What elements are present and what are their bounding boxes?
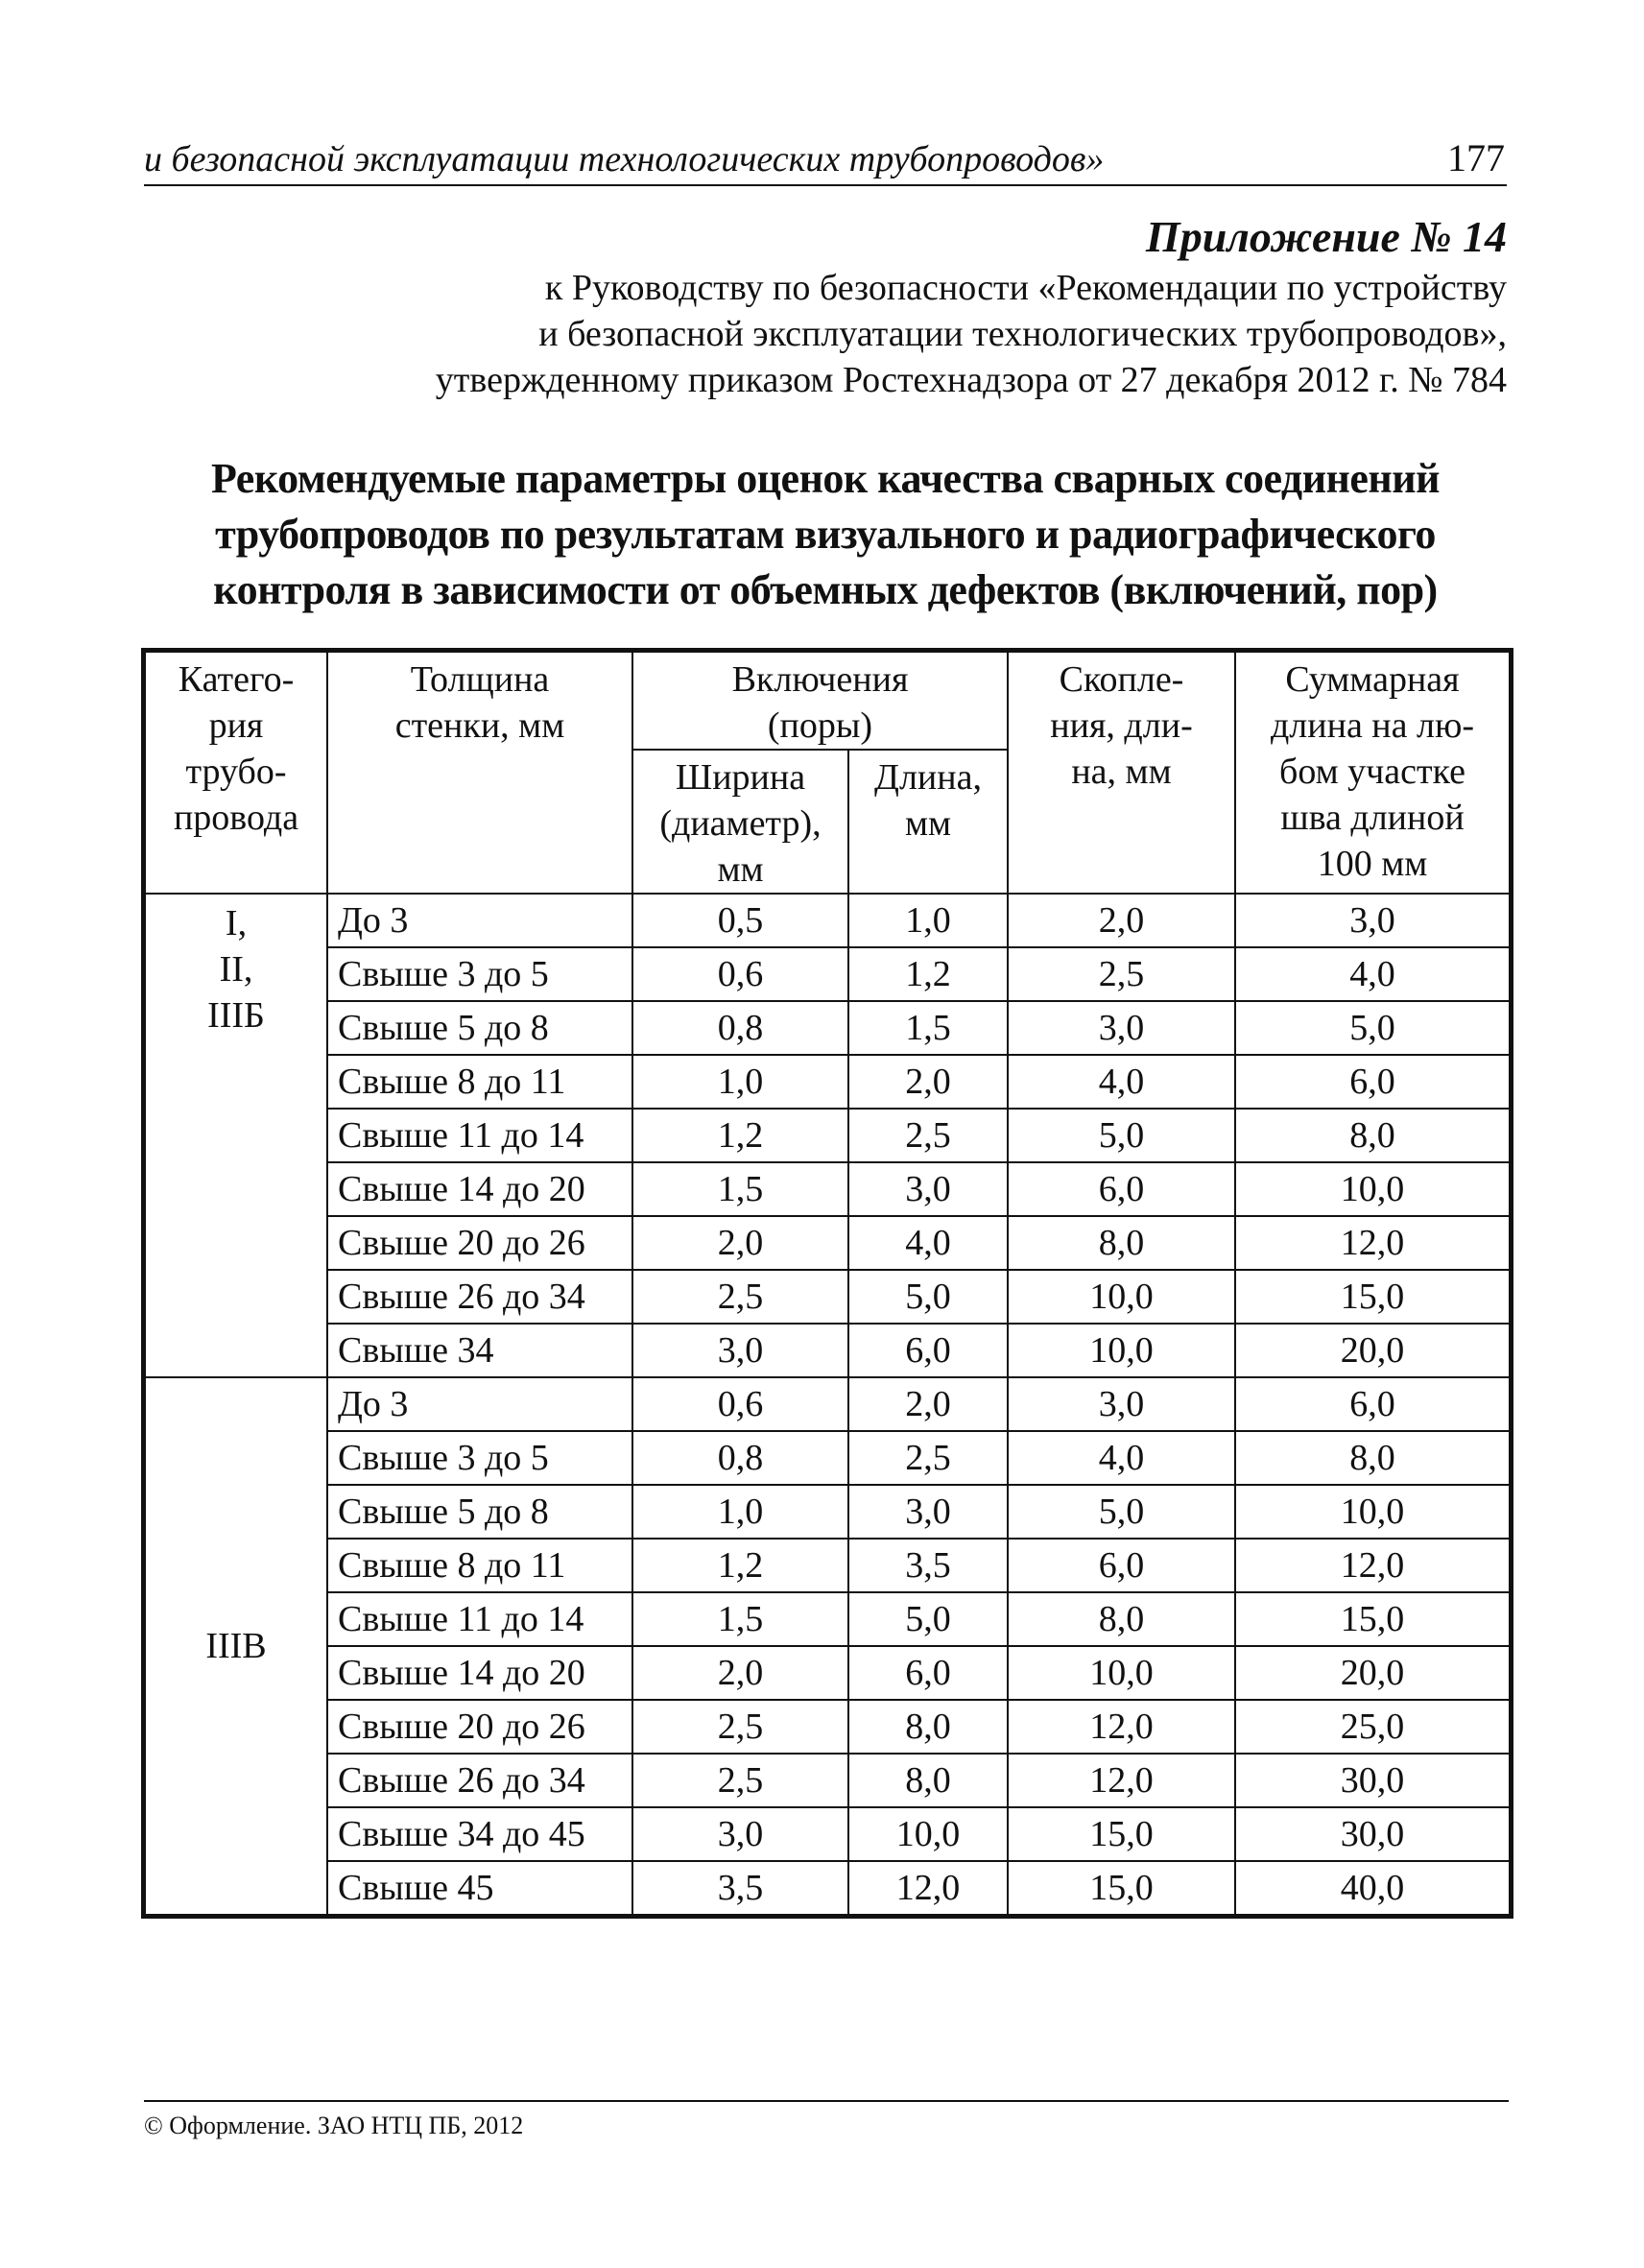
width-cell: 0,6	[632, 1377, 848, 1431]
thickness-cell: Свыше 14 до 20	[327, 1646, 632, 1700]
cluster-cell: 15,0	[1008, 1861, 1235, 1915]
length-cell: 2,0	[848, 1055, 1008, 1109]
thickness-cell: Свыше 20 до 26	[327, 1700, 632, 1754]
table-row	[145, 1861, 1510, 1915]
appendix-block	[436, 209, 1507, 403]
length-cell: 6,0	[848, 1324, 1008, 1377]
header-inclusions: Включения (поры)	[632, 652, 1008, 750]
category-cell: I, II, IIIБ	[145, 894, 327, 1377]
width-cell: 1,5	[632, 1162, 848, 1216]
total-cell: 30,0	[1235, 1807, 1510, 1861]
table-row	[145, 1001, 1510, 1055]
length-cell: 8,0	[848, 1700, 1008, 1754]
header-total-length: Суммарная длина на лю- бом участке шва длиной 100 мм	[1235, 652, 1510, 894]
total-cell: 8,0	[1235, 1431, 1510, 1485]
total-cell: 3,0	[1235, 894, 1510, 947]
length-cell: 2,5	[848, 1109, 1008, 1162]
width-cell: 2,0	[632, 1646, 848, 1700]
length-cell: 12,0	[848, 1861, 1008, 1915]
width-cell: 2,5	[632, 1270, 848, 1324]
length-cell: 2,0	[848, 1377, 1008, 1431]
thickness-cell: Свыше 3 до 5	[327, 1431, 632, 1485]
width-cell: 2,0	[632, 1216, 848, 1270]
total-cell: 30,0	[1235, 1754, 1510, 1807]
table-body	[145, 894, 1510, 1915]
cluster-cell: 10,0	[1008, 1324, 1235, 1377]
appendix-label: Приложение № 14	[1145, 212, 1507, 261]
title-line: трубопроводов по результатам визуального и радиографического	[215, 511, 1436, 558]
total-cell: 12,0	[1235, 1539, 1510, 1592]
total-cell: 20,0	[1235, 1646, 1510, 1700]
cluster-cell: 2,0	[1008, 894, 1235, 947]
header-category: Катего- рия трубо- провода	[145, 652, 327, 894]
total-cell: 10,0	[1235, 1485, 1510, 1539]
running-title: и безопасной эксплуатации технологических трубопроводов»	[144, 139, 1105, 179]
table-row	[145, 1109, 1510, 1162]
length-cell: 3,5	[848, 1539, 1008, 1592]
thickness-cell: Свыше 20 до 26	[327, 1216, 632, 1270]
cluster-cell: 5,0	[1008, 1485, 1235, 1539]
table-row	[145, 1431, 1510, 1485]
table-row	[145, 1539, 1510, 1592]
header-thickness: Толщина стенки, мм	[327, 652, 632, 894]
header-length: Длина, мм	[848, 750, 1008, 894]
cluster-cell: 12,0	[1008, 1700, 1235, 1754]
table-row	[145, 1377, 1510, 1431]
width-cell: 2,5	[632, 1754, 848, 1807]
header-cluster-length: Скопле- ния, дли- на, мм	[1008, 652, 1235, 894]
cluster-cell: 12,0	[1008, 1754, 1235, 1807]
page-number: 177	[1447, 136, 1505, 179]
cluster-cell: 3,0	[1008, 1377, 1235, 1431]
total-cell: 6,0	[1235, 1055, 1510, 1109]
width-cell: 2,5	[632, 1700, 848, 1754]
total-cell: 15,0	[1235, 1592, 1510, 1646]
cluster-cell: 15,0	[1008, 1807, 1235, 1861]
width-cell: 0,8	[632, 1431, 848, 1485]
width-cell: 1,0	[632, 1055, 848, 1109]
length-cell: 1,5	[848, 1001, 1008, 1055]
thickness-cell: Свыше 26 до 34	[327, 1270, 632, 1324]
cluster-cell: 4,0	[1008, 1055, 1235, 1109]
cluster-cell: 8,0	[1008, 1216, 1235, 1270]
width-cell: 3,0	[632, 1807, 848, 1861]
total-cell: 15,0	[1235, 1270, 1510, 1324]
total-cell: 40,0	[1235, 1861, 1510, 1915]
thickness-cell: Свыше 34	[327, 1324, 632, 1377]
thickness-cell: Свыше 3 до 5	[327, 947, 632, 1001]
length-cell: 3,0	[848, 1162, 1008, 1216]
length-cell: 2,5	[848, 1431, 1008, 1485]
thickness-cell: Свыше 26 до 34	[327, 1754, 632, 1807]
width-cell: 0,8	[632, 1001, 848, 1055]
length-cell: 5,0	[848, 1270, 1008, 1324]
total-cell: 4,0	[1235, 947, 1510, 1001]
table-row	[145, 1807, 1510, 1861]
table-row	[145, 1324, 1510, 1377]
total-cell: 20,0	[1235, 1324, 1510, 1377]
appendix-line: утвержденному приказом Ростехнадзора от 27 декабря 2012 г. № 784	[435, 360, 1507, 400]
thickness-cell: Свыше 34 до 45	[327, 1807, 632, 1861]
thickness-cell: Свыше 8 до 11	[327, 1055, 632, 1109]
table-row	[145, 1270, 1510, 1324]
appendix-line: к Руководству по безопасности «Рекомендации по устройству	[544, 268, 1507, 308]
thickness-cell: До 3	[327, 1377, 632, 1431]
thickness-cell: Свыше 14 до 20	[327, 1162, 632, 1216]
cluster-cell: 2,5	[1008, 947, 1235, 1001]
total-cell: 12,0	[1235, 1216, 1510, 1270]
cluster-cell: 5,0	[1008, 1109, 1235, 1162]
cluster-cell: 10,0	[1008, 1646, 1235, 1700]
length-cell: 8,0	[848, 1754, 1008, 1807]
running-header	[144, 134, 1507, 186]
width-cell: 0,5	[632, 894, 848, 947]
thickness-cell: Свыше 11 до 14	[327, 1109, 632, 1162]
thickness-cell: До 3	[327, 894, 632, 947]
total-cell: 6,0	[1235, 1377, 1510, 1431]
total-cell: 25,0	[1235, 1700, 1510, 1754]
width-cell: 1,5	[632, 1592, 848, 1646]
title-line: Рекомендуемые параметры оценок качества сварных соединений	[211, 455, 1440, 502]
width-cell: 3,0	[632, 1324, 848, 1377]
table-row	[145, 1592, 1510, 1646]
category-cell: IIIВ	[145, 1377, 327, 1915]
cluster-cell: 6,0	[1008, 1539, 1235, 1592]
length-cell: 5,0	[848, 1592, 1008, 1646]
total-cell: 8,0	[1235, 1109, 1510, 1162]
table-row	[145, 947, 1510, 1001]
width-cell: 1,0	[632, 1485, 848, 1539]
appendix-line: и безопасной эксплуатации технологических трубопроводов»,	[538, 314, 1507, 354]
cluster-cell: 4,0	[1008, 1431, 1235, 1485]
cluster-cell: 10,0	[1008, 1270, 1235, 1324]
thickness-cell: Свыше 8 до 11	[327, 1539, 632, 1592]
table-row	[145, 1646, 1510, 1700]
footer-copyright: © Оформление. ЗАО НТЦ ПБ, 2012	[144, 2112, 524, 2139]
length-cell: 4,0	[848, 1216, 1008, 1270]
length-cell: 1,2	[848, 947, 1008, 1001]
cluster-cell: 8,0	[1008, 1592, 1235, 1646]
table-row	[145, 1162, 1510, 1216]
width-cell: 1,2	[632, 1539, 848, 1592]
cluster-cell: 6,0	[1008, 1162, 1235, 1216]
thickness-cell: Свыше 5 до 8	[327, 1001, 632, 1055]
width-cell: 3,5	[632, 1861, 848, 1915]
length-cell: 6,0	[848, 1646, 1008, 1700]
table-row	[145, 1700, 1510, 1754]
document-title	[144, 451, 1507, 618]
table-row	[145, 1754, 1510, 1807]
width-cell: 0,6	[632, 947, 848, 1001]
table-row	[145, 1216, 1510, 1270]
width-cell: 1,2	[632, 1109, 848, 1162]
cluster-cell: 3,0	[1008, 1001, 1235, 1055]
title-line: контроля в зависимости от объемных дефектов (включений, пор)	[213, 566, 1438, 613]
thickness-cell: Свыше 5 до 8	[327, 1485, 632, 1539]
table-row	[145, 1485, 1510, 1539]
table-row	[145, 894, 1510, 947]
length-cell: 3,0	[848, 1485, 1008, 1539]
table-row	[145, 1055, 1510, 1109]
header-width: Ширина (диаметр), мм	[632, 750, 848, 894]
total-cell: 5,0	[1235, 1001, 1510, 1055]
total-cell: 10,0	[1235, 1162, 1510, 1216]
weld-quality-table	[144, 651, 1511, 1916]
footer-rule	[144, 2100, 1509, 2102]
thickness-cell: Свыше 45	[327, 1861, 632, 1915]
length-cell: 1,0	[848, 894, 1008, 947]
length-cell: 10,0	[848, 1807, 1008, 1861]
thickness-cell: Свыше 11 до 14	[327, 1592, 632, 1646]
